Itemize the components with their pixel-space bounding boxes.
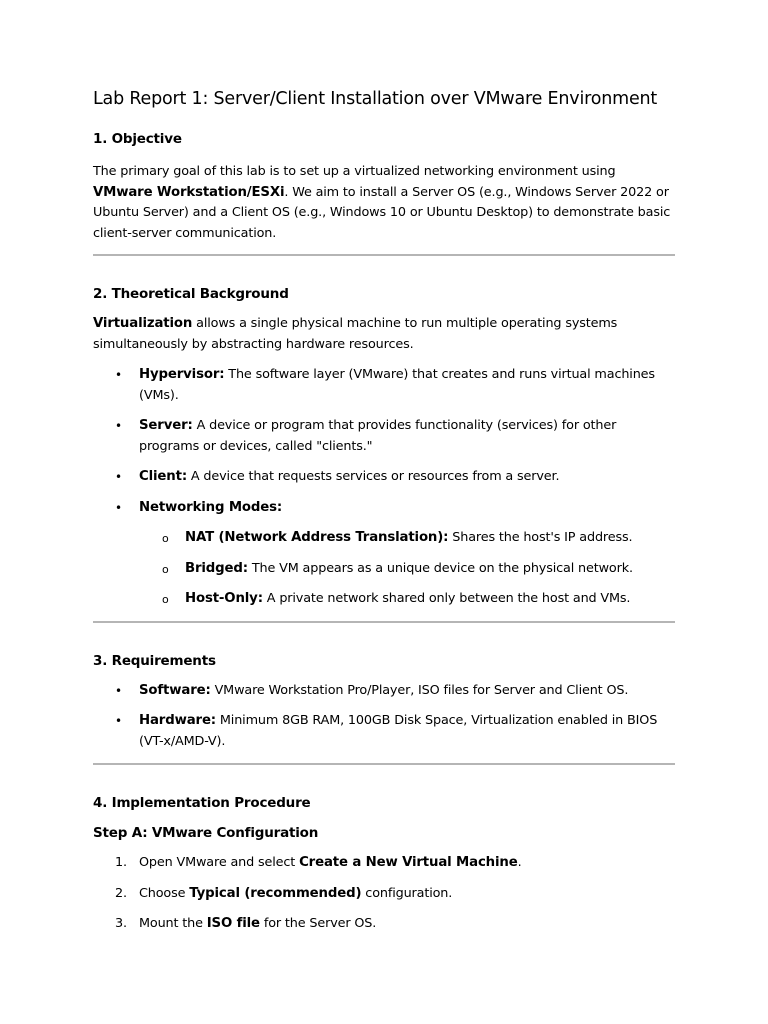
step-bold: Typical (recommended) (189, 885, 362, 901)
list-item-term: Hardware: (139, 713, 216, 728)
virtualization-text: allows a single physical machine to run multiple operating systems simultaneously by abstracting hardware resources. (93, 316, 618, 352)
bullet-icon: • (115, 714, 122, 728)
list-item (93, 589, 675, 610)
list-item (93, 884, 675, 905)
requirements-heading: 3. Requirements (93, 652, 216, 669)
section-divider (93, 254, 675, 256)
list-item-term: Software: (139, 682, 211, 698)
section-divider (93, 763, 675, 765)
list-item-text: Minimum 8GB RAM, 100GB Disk Space, Virtualization enabled in BIOS (VT-x/AMD-V). (139, 713, 658, 749)
list-item (93, 914, 675, 935)
list-item-text: A device that requests services or resources from a server. (186, 469, 560, 484)
step-number: 1. (115, 855, 127, 870)
bullet-icon: • (115, 500, 122, 515)
sub-bullet-icon: o (162, 562, 169, 576)
list-item (93, 498, 675, 519)
list-item-term: Networking Modes: (139, 499, 283, 515)
list-item-text: Shares the host's IP address. (448, 530, 633, 545)
background-heading: 2. Theoretical Background (93, 286, 289, 302)
list-item-text: A device or program that provides functionality (services) for other programs or devices, called "clients." (139, 418, 617, 454)
list-item (93, 416, 675, 457)
background-list (93, 365, 675, 518)
list-item (93, 559, 675, 580)
objective-paragraph (93, 162, 675, 244)
list-item (93, 528, 675, 549)
bullet-icon: • (115, 683, 122, 698)
list-item-text: The VM appears as a unique device on the physical network. (247, 560, 633, 576)
step-a-heading: Step A: VMware Configuration (93, 825, 319, 841)
list-item-term: Host-Only: (185, 591, 263, 606)
requirements-list (93, 681, 675, 753)
list-item-term: Client: (139, 469, 187, 484)
sub-bullet-icon: o (162, 532, 169, 545)
bullet-icon: • (115, 419, 122, 433)
objective-text-2: . We aim to install a Server OS (e.g., Windows Server 2022 or Ubuntu Server) and a Client OS (e.g., Windows 10 or Ubuntu Desktop) to demonstrate basic client-server communication. (93, 184, 671, 241)
list-item-text: The software layer (VMware) that creates and runs virtual machines (VMs). (139, 367, 655, 403)
list-item (93, 681, 675, 702)
procedure-heading: 4. Implementation Procedure (93, 795, 311, 811)
page-title: Lab Report 1: Server/Client Installation over VMware Environment (93, 89, 658, 109)
list-item (93, 711, 675, 752)
objective-heading: 1. Objective (93, 131, 182, 147)
step-number: 2. (115, 885, 127, 901)
step-text: configuration. (361, 885, 453, 901)
step-bold: ISO file (206, 916, 260, 931)
list-item (93, 365, 675, 406)
section-divider (93, 621, 675, 623)
list-item-term: Hypervisor: (139, 367, 225, 382)
objective-bold-vmware: VMware Workstation/ESXi (93, 184, 285, 200)
step-bold: Create a New Virtual Machine (299, 855, 518, 870)
step-text: Choose (139, 885, 190, 901)
objective-text-1: The primary goal of this lab is to set up a virtualized networking environment using (93, 164, 616, 179)
list-item-text: VMware Workstation Pro/Player, ISO files for Server and Client OS. (210, 682, 629, 698)
bullet-icon: • (115, 470, 122, 484)
list-item (93, 467, 675, 488)
bullet-icon: • (115, 368, 122, 382)
step-text: . (517, 855, 522, 870)
step-number: 3. (115, 916, 127, 931)
sub-bullet-icon: o (162, 593, 169, 606)
step-text: Mount the (139, 916, 207, 931)
step-text: Open VMware and select (139, 855, 300, 870)
procedure-steps (93, 853, 675, 935)
virtualization-term: Virtualization (93, 316, 193, 331)
list-item-term: Bridged: (185, 560, 248, 576)
list-item (93, 853, 675, 874)
list-item-text: A private network shared only between the host and VMs. (262, 591, 631, 606)
list-item-term: Server: (139, 418, 193, 433)
networking-modes-list (93, 528, 675, 610)
list-item-term: NAT (Network Address Translation): (185, 530, 449, 545)
background-intro (93, 314, 675, 355)
step-text: for the Server OS. (259, 916, 377, 931)
